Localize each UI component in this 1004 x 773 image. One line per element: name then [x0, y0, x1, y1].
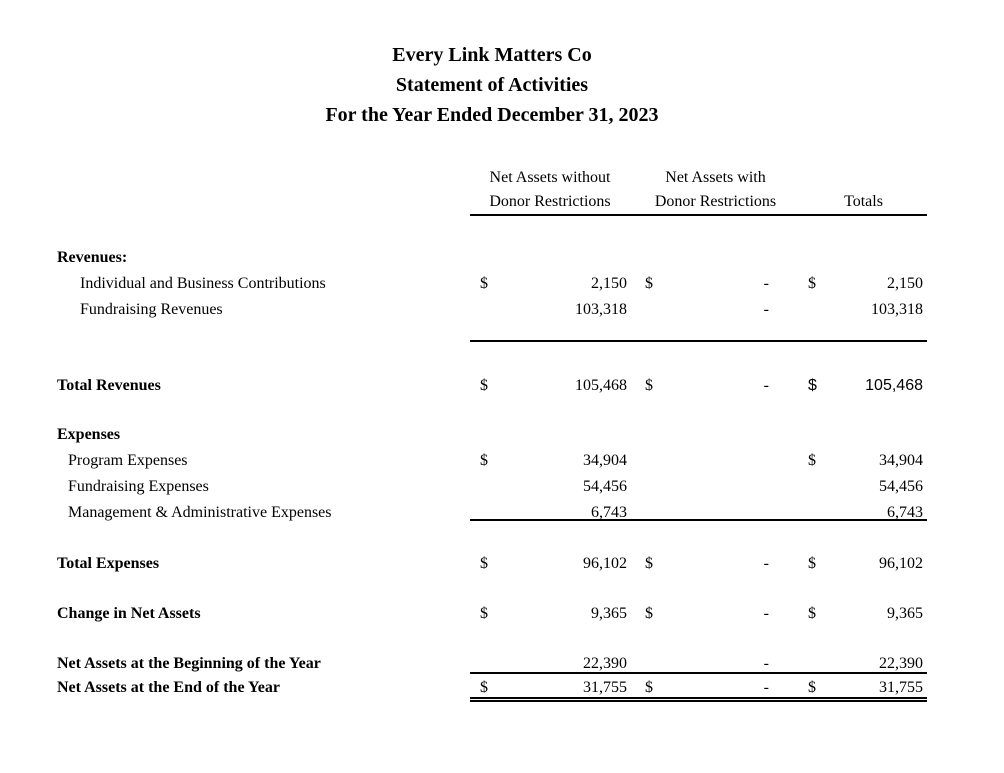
amount-value: 103,318: [871, 301, 923, 318]
amount-value: -: [763, 301, 769, 318]
row-label: Expenses: [57, 426, 121, 443]
rule-above-total-revenues: [57, 340, 927, 342]
row-label: Net Assets at the Beginning of the Year: [57, 655, 321, 672]
table-row-individual-and-business-contributions: [57, 271, 927, 297]
currency-symbol: $: [480, 377, 488, 394]
table-row-total-revenues: [57, 373, 927, 399]
amount-value: -: [763, 377, 769, 394]
amount-value: 2,150: [887, 275, 923, 292]
row-label: Total Expenses: [57, 555, 160, 572]
amount-cell-c3: [800, 271, 927, 297]
currency-symbol: $: [808, 679, 816, 696]
amount-cell-c1: [470, 373, 630, 399]
row-label: Program Expenses: [68, 452, 188, 469]
col-header-without-restrictions-line2: Donor Restrictions: [489, 193, 611, 210]
rule-line: [470, 214, 927, 216]
amount-cell-c3: [800, 297, 927, 323]
amount-value: 96,102: [879, 555, 923, 572]
row-label: Change in Net Assets: [57, 605, 201, 622]
amount-cell-c3: [800, 474, 927, 500]
amount-cell-c2: [638, 271, 793, 297]
column-headers: [57, 166, 927, 216]
amount-value: 22,390: [879, 655, 923, 672]
currency-symbol: $: [480, 555, 488, 572]
row-label: Total Revenues: [57, 377, 161, 394]
amount-cell-c3: [800, 551, 927, 577]
currency-symbol: $: [808, 452, 816, 469]
title-block: [57, 40, 927, 130]
amount-cell-c3: [800, 601, 927, 627]
amount-value: 105,468: [575, 377, 627, 394]
amount-cell-c2: [638, 551, 793, 577]
col-header-with-restrictions-line1: Net Assets with: [665, 169, 766, 186]
amount-value: -: [763, 679, 769, 696]
currency-symbol: $: [480, 452, 488, 469]
amount-value: 9,365: [591, 605, 627, 622]
currency-symbol: $: [808, 275, 816, 292]
column-header-line-2: [57, 190, 927, 214]
col-header-with-restrictions-line2: Donor Restrictions: [654, 193, 777, 210]
currency-symbol: $: [645, 555, 653, 572]
row-label: Net Assets at the End of the Year: [57, 679, 280, 696]
currency-symbol: $: [808, 605, 816, 622]
amount-cell-c1: [470, 500, 630, 526]
currency-symbol: $: [645, 605, 653, 622]
row-label: Revenues:: [57, 249, 128, 266]
amount-value: 103,318: [575, 301, 627, 318]
amount-value: 22,390: [583, 655, 627, 672]
amount-cell-c1: [470, 551, 630, 577]
amount-value: 34,904: [879, 452, 923, 469]
currency-symbol: $: [808, 555, 816, 572]
amount-value: -: [763, 555, 769, 572]
amount-value: 6,743: [887, 504, 923, 521]
currency-symbol: $: [480, 679, 488, 696]
row-label: Management & Administrative Expenses: [68, 504, 332, 521]
currency-symbol: $: [645, 377, 653, 394]
amount-cell-c1: [470, 651, 630, 677]
amount-cell-c1: [470, 271, 630, 297]
currency-symbol: $: [808, 377, 817, 394]
amount-cell-c1: [470, 297, 630, 323]
col-header-totals-line2: Totals: [844, 193, 883, 210]
currency-symbol: $: [480, 275, 488, 292]
amount-value: 105,468: [865, 377, 923, 394]
header-underline: [57, 214, 927, 216]
table-row-total-expenses: [57, 551, 927, 577]
currency-symbol: $: [645, 679, 653, 696]
rule-line: [470, 340, 927, 342]
company-name: Every Link Matters Co: [392, 44, 592, 66]
amount-value: 31,755: [879, 679, 923, 696]
amount-value: -: [763, 605, 769, 622]
table-row-fundraising-expenses: [57, 474, 927, 500]
amount-value: 6,743: [591, 504, 627, 521]
table-row-revenues-heading: [57, 245, 927, 271]
row-label: Individual and Business Contributions: [80, 275, 326, 292]
amount-cell-c1: [470, 448, 630, 474]
amount-value: 34,904: [583, 452, 627, 469]
table-row-fundraising-revenues: [57, 297, 927, 323]
amount-value: 54,456: [879, 478, 923, 495]
amount-cell-c3: [800, 651, 927, 677]
amount-cell-c1: [470, 675, 630, 701]
table-row-expenses-heading: [57, 422, 927, 448]
statement-period: For the Year Ended December 31, 2023: [325, 104, 659, 126]
statement-table-body: [57, 245, 927, 702]
amount-cell-c2: [638, 675, 793, 701]
row-label: Fundraising Expenses: [68, 478, 209, 495]
amount-cell-c3: [800, 675, 927, 701]
amount-value: -: [763, 655, 769, 672]
amount-value: 54,456: [583, 478, 627, 495]
amount-cell-c2: [638, 651, 793, 677]
currency-symbol: $: [645, 275, 653, 292]
statement-sheet: [57, 40, 927, 702]
amount-cell-c3: [800, 373, 927, 399]
amount-value: 2,150: [591, 275, 627, 292]
table-row-change-in-net-assets: [57, 601, 927, 627]
amount-value: 31,755: [583, 679, 627, 696]
amount-value: -: [763, 275, 769, 292]
currency-symbol: $: [480, 605, 488, 622]
amount-cell-c1: [470, 474, 630, 500]
amount-cell-c2: [638, 297, 793, 323]
row-label: Fundraising Revenues: [80, 301, 223, 318]
table-row-management-administrative-expenses: [57, 500, 927, 526]
amount-cell-c2: [638, 373, 793, 399]
amount-cell-c2: [638, 601, 793, 627]
table-row-program-expenses: [57, 448, 927, 474]
amount-value: 9,365: [887, 605, 923, 622]
amount-cell-c3: [800, 500, 927, 526]
statement-title: Statement of Activities: [395, 74, 589, 96]
column-header-line-1: [57, 166, 927, 190]
amount-cell-c1: [470, 601, 630, 627]
amount-cell-c3: [800, 448, 927, 474]
col-header-without-restrictions-line1: Net Assets without: [489, 169, 611, 186]
amount-value: 96,102: [583, 555, 627, 572]
